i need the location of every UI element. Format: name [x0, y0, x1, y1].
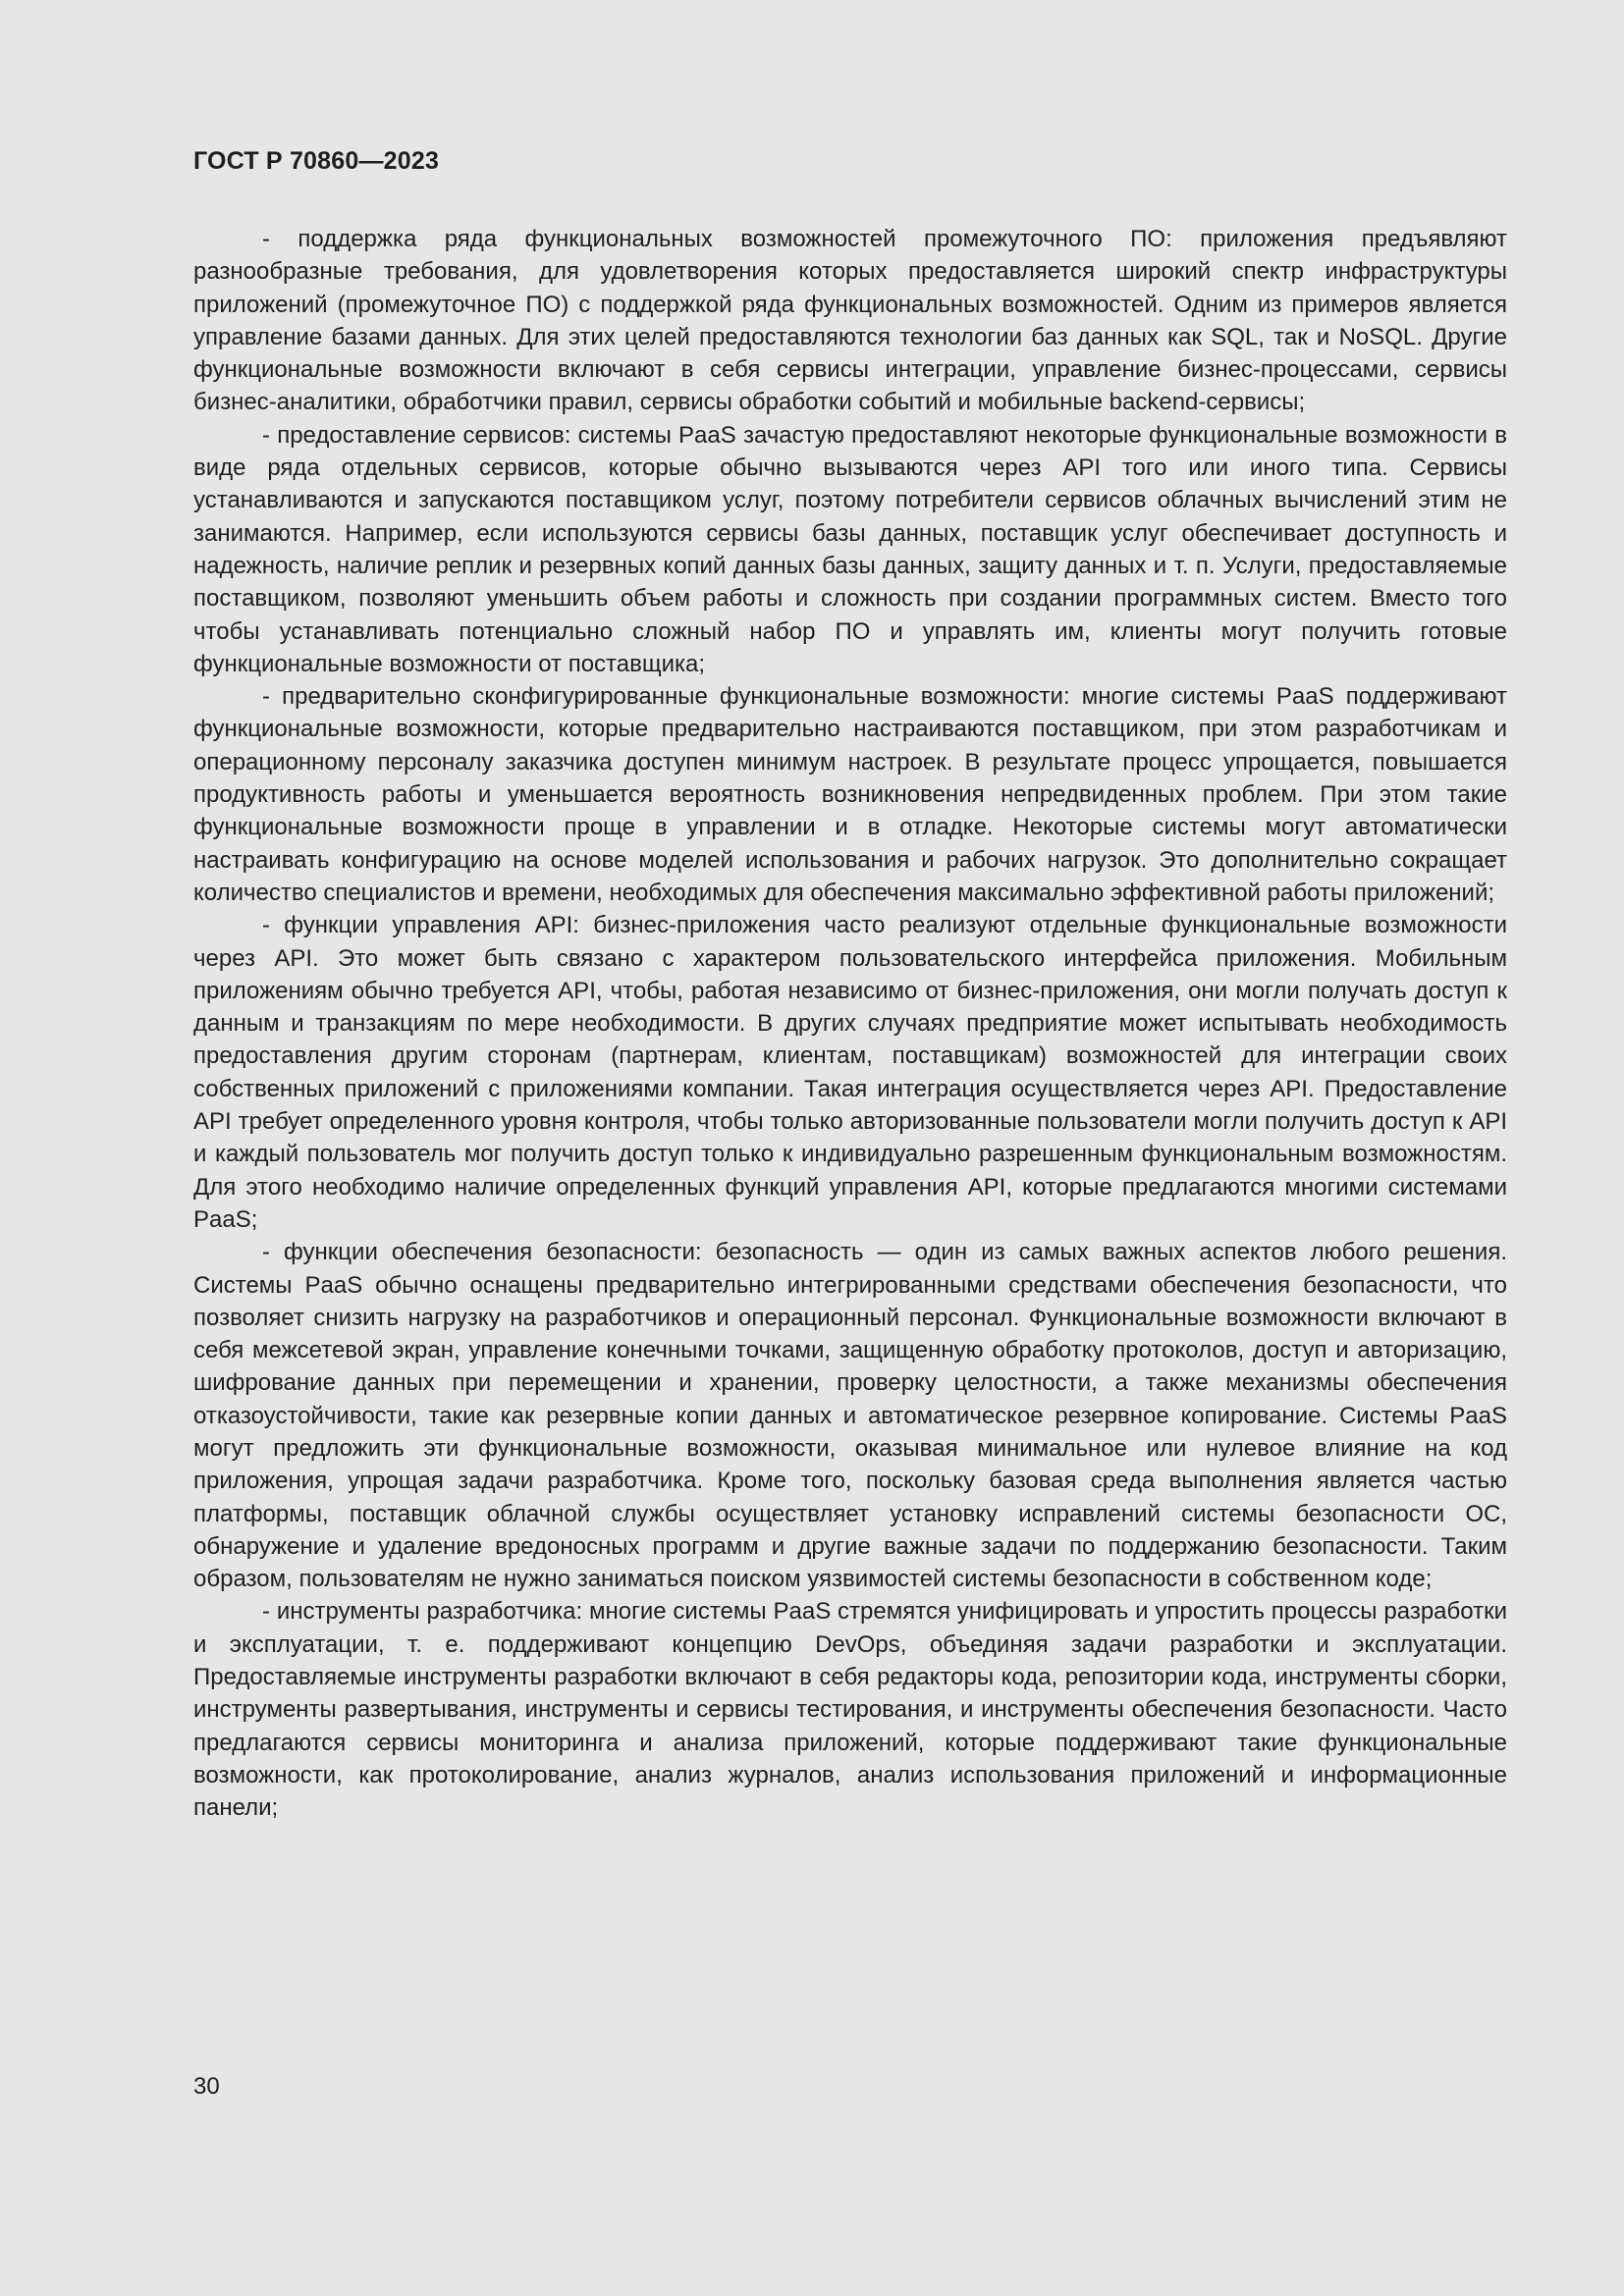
paragraph-preconfigured: - предварительно сконфигурированные функциональные возможности: многие системы PaaS поддерживают функциональные возможности, которые предварительно настраиваются поставщиком, при этом разработчикам и операционному персоналу заказчика доступен минимум настроек. В результате процесс упрощается, повышается продуктивность работы и уменьшается вероятность возникновения непредвиденных проблем. При этом такие функциональные возможности проще в управлении и в отладке. Некоторые системы могут автоматически настраивать конфигурацию на основе моделей использования и рабочих нагрузок. Это дополнительно сокращает количество специалистов и времени, необходимых для обеспечения максимально эффективной работы приложений; [193, 683, 1507, 906]
page-number: 30 [193, 2073, 220, 2100]
paragraph-api-management: - функции управления API: бизнес-приложения часто реализуют отдельные функциональные возможности через API. Это может быть связано с характером пользовательского интерфейса приложения. Мобильным приложениям обычно требуется API, чтобы, работая независимо от бизнес-приложения, они могли получать доступ к данным и транзакциям по мере необходимости. В других случаях предприятие может испытывать необходимость предоставления другим сторонам (партнерам, клиентам, поставщикам) возможностей для интеграции своих собственных приложений с приложениями компании. Такая интеграция осуществляется через API. Предоставление API требует определенного уровня контроля, чтобы только авторизованные пользователи могли получить доступ к API и каждый пользователь мог получить доступ только к индивидуально разрешенным функциональным возможностям. Для этого необходимо наличие определенных функций управления API, которые предлагаются многими системами PaaS; [193, 912, 1507, 1233]
paragraph-security: - функции обеспечения безопасности: безопасность — один из самых важных аспектов любого решения. Системы PaaS обычно оснащены предварительно интегрированными средствами обеспечения безопасности, что позволяет снизить нагрузку на разработчиков и операционный персонал. Функциональные возможности включают в себя межсетевой экран, управление конечными точками, защищенную обработку протоколов, доступ и авторизацию, шифрование данных при перемещении и хранении, проверку целостности, а также механизмы обеспечения отказоустойчивости, такие как резервные копии данных и автоматическое резервное копирование. Системы PaaS могут предложить эти функциональные возможности, оказывая минимальное или нулевое влияние на код приложения, упрощая задачи разработчика. Кроме того, поскольку базовая среда выполнения является частью платформы, поставщик облачной службы осуществляет установку исправлений системы безопасности ОС, обнаружение и удаление вредоносных программ и другие важные задачи по поддержанию безопасности. Таким образом, пользователям не нужно заниматься поиском уязвимостей системы безопасности в собственном коде; [193, 1239, 1507, 1593]
standard-id-header: ГОСТ Р 70860—2023 [193, 147, 440, 175]
body-text [193, 223, 1507, 1825]
paragraph-services: - предоставление сервисов: системы PaaS зачастую предоставляют некоторые функциональные возможности в виде ряда отдельных сервисов, которые обычно вызываются через API того или иного типа. Сервисы устанавливаются и запускаются поставщиком услуг, поэтому потребители сервисов облачных вычислений этим не занимаются. Например, если используются сервисы базы данных, поставщик услуг обеспечивает доступность и надежность, наличие реплик и резервных копий данных базы данных, защиту данных и т. п. Услуги, предоставляемые поставщиком, позволяют уменьшить объем работы и сложность при создании программных систем. Вместо того чтобы устанавливать потенциально сложный набор ПО и управлять им, клиенты могут получить готовые функциональные возможности от поставщика; [193, 421, 1507, 677]
paragraph-developer-tools: - инструменты разработчика: многие системы PaaS стремятся унифицировать и упростить процессы разработки и эксплуатации, т. е. поддерживают концепцию DevOps, объединяя задачи разработки и эксплуатации. Предоставляемые инструменты разработки включают в себя редакторы кода, репозитории кода, инструменты сборки, инструменты развертывания, инструменты и сервисы тестирования, и инструменты обеспечения безопасности. Часто предлагаются сервисы мониторинга и анализа приложений, которые поддерживают такие функциональные возможности, как протоколирование, анализ журналов, анализ использования приложений и информационные панели; [193, 1598, 1507, 1822]
paragraph-middleware: - поддержка ряда функциональных возможностей промежуточного ПО: приложения предъявляют разнообразные требования, для удовлетворения которых предоставляется широкий спектр инфраструктуры приложений (промежуточное ПО) с поддержкой ряда функциональных возможностей. Одним из примеров является управление базами данных. Для этих целей предоставляются технологии баз данных как SQL, так и NoSQL. Другие функциональные возможности включают в себя сервисы интеграции, управление бизнес-процессами, сервисы бизнес-аналитики, обработчики правил, сервисы обработки событий и мобильные backend-сервисы; [193, 226, 1507, 416]
